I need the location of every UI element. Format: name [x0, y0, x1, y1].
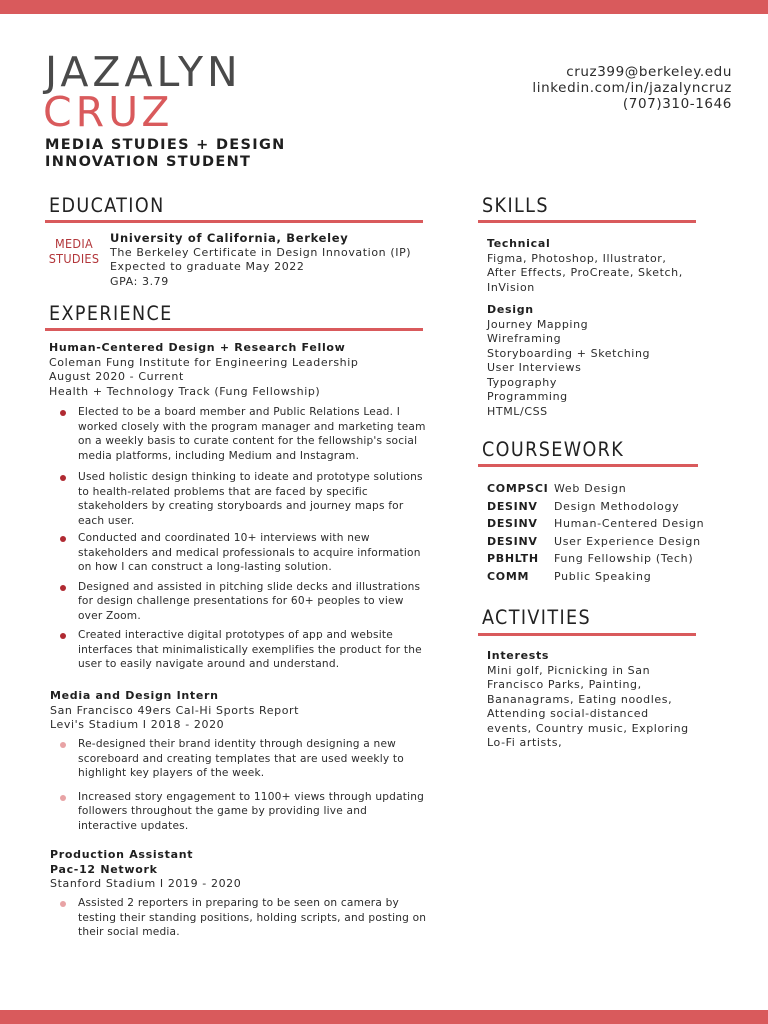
activities-title: ACTIVITIES [482, 606, 592, 629]
course-code: DESINV [487, 534, 538, 548]
course-name: User Experience Design [554, 534, 701, 548]
course-row [487, 550, 747, 568]
job-role: Production Assistant [50, 848, 194, 861]
coursework-rule [478, 464, 698, 467]
logo-line: STUDIES [48, 251, 100, 266]
media-studies-logo [46, 236, 102, 266]
course-code: DESINV [487, 517, 538, 530]
gpa: GPA: 3.79 [110, 274, 169, 288]
skills-line: InVision [487, 280, 535, 294]
education-rule [45, 220, 423, 223]
education-details [110, 231, 430, 289]
skills-technical [487, 237, 727, 295]
course-row [487, 568, 747, 586]
skills-line: Programming [487, 390, 568, 403]
interests-label: Interests [487, 649, 550, 662]
first-name: JAZALYN [45, 48, 242, 96]
skills-line: After Effects, ProCreate, Sketch, [487, 266, 683, 279]
skills-title: SKILLS [482, 194, 549, 217]
interests-line: Mini golf, Picnicking in San [487, 663, 651, 677]
course-code: COMPSCI [487, 482, 549, 495]
skills-line: Wireframing [487, 332, 562, 345]
logo-line: MEDIA [55, 236, 93, 251]
skills-line: User Interviews [487, 361, 582, 374]
skills-line: Storyboarding + Sketching [487, 346, 651, 360]
job-bullet: Assisted 2 reporters in preparing to be seen on camera by testing their standing positions, holding scripts, and posting on their social media. [50, 896, 428, 940]
course-row [487, 533, 747, 551]
job-bullets [50, 405, 428, 672]
course-row [487, 515, 747, 533]
job-bullet: Conducted and coordinated 10+ interviews with new stakeholders and medical professionals to acquire information on how I can construct a long-lasting solution. [50, 531, 428, 575]
job-role: Media and Design Intern [50, 689, 219, 702]
job-bullets [50, 896, 428, 940]
job-detail: Health + Technology Track (Fung Fellowship) [49, 384, 321, 398]
tagline-line: MEDIA STUDIES + DESIGN [45, 137, 286, 153]
experience-rule [45, 328, 423, 331]
phone-number: (707)310-1646 [622, 96, 732, 112]
job-org: San Francisco 49ers Cal-Hi Sports Report [50, 703, 300, 717]
bullet-dot [60, 536, 66, 542]
job-dates: August 2020 - Current [49, 370, 184, 383]
course-row [487, 480, 747, 498]
job-bullet: Used holistic design thinking to ideate and prototype solutions to health-related problems that are faced by specific stakeholders by creating storyboards and journey maps for each user. [50, 470, 428, 528]
job-role: Human-Centered Design + Research Fellow [49, 341, 346, 354]
bullet-dot [60, 585, 66, 591]
experience-title: EXPERIENCE [49, 302, 173, 325]
course-name: Public Speaking [554, 569, 652, 583]
skills-line: Journey Mapping [487, 317, 589, 331]
course-name: Design Methodology [554, 499, 680, 513]
bullet-dot [60, 410, 66, 416]
course-name: Fung Fellowship (Tech) [554, 552, 694, 565]
job-entry [50, 848, 435, 892]
bullet-dot [60, 742, 66, 748]
course-code: COMM [487, 569, 530, 583]
skills-line: HTML/CSS [487, 404, 548, 418]
interests-line: events, Country music, Exploring [487, 721, 689, 735]
skills-line: Typography [487, 375, 557, 389]
job-bullets [50, 737, 428, 833]
contact-info [532, 64, 732, 112]
job-entry [49, 341, 434, 399]
bullet-dot [60, 795, 66, 801]
interests-line: Lo-Fi artists, [487, 736, 563, 749]
job-dates: Stanford Stadium I 2019 - 2020 [50, 877, 242, 890]
job-bullet: Elected to be a board member and Public Relations Lead. I worked closely with the program manager and marketing team on a weekly basis to curate content for the fellowship's social media platforms, including Medium and Instagram. [50, 405, 428, 463]
interests-line: Francisco Parks, Painting, [487, 678, 642, 691]
activities-rule [478, 633, 696, 636]
certificate: The Berkeley Certificate in Design Innovation (IP) [110, 245, 412, 259]
coursework-title: COURSEWORK [482, 438, 625, 461]
interests-line: Bananagrams, Eating noodles, [487, 692, 673, 706]
job-bullet: Increased story engagement to 1100+ views through updating followers throughout the game by providing live and interactive updates. [50, 790, 428, 834]
bullet-dot [60, 475, 66, 481]
interests-line: Attending social-distanced [487, 707, 649, 720]
job-org: Coleman Fung Institute for Engineering Leadership [49, 355, 359, 369]
course-code: DESINV [487, 499, 538, 513]
tagline-line: INNOVATION STUDENT [45, 154, 252, 170]
school-name: University of California, Berkeley [110, 231, 349, 245]
activities-interests [487, 649, 737, 751]
job-bullet: Created interactive digital prototypes of app and website interfaces that minimalistically exemplifies the product for the user to easily navigate around and understand. [50, 628, 428, 672]
top-accent-band [0, 0, 768, 14]
education-title: EDUCATION [49, 194, 165, 217]
job-bullet: Designed and assisted in pitching slide decks and illustrations for design challenge presentations for 60+ peoples to view over Zoom. [50, 580, 428, 624]
tagline [45, 137, 286, 171]
graduation-date: Expected to graduate May 2022 [110, 260, 305, 273]
bottom-accent-band [0, 1010, 768, 1024]
course-name: Human-Centered Design [554, 517, 705, 530]
linkedin-link[interactable]: linkedin.com/in/jazalyncruz [532, 80, 732, 96]
skills-design-label: Design [487, 303, 534, 316]
coursework-list [487, 480, 747, 585]
skills-line: Figma, Photoshop, Illustrator, [487, 251, 667, 265]
job-org: Pac-12 Network [50, 862, 158, 876]
job-dates: Levi's Stadium I 2018 - 2020 [50, 718, 225, 731]
job-entry [50, 689, 435, 733]
last-name: CRUZ [43, 88, 174, 136]
course-row [487, 498, 747, 516]
bullet-dot [60, 633, 66, 639]
course-name: Web Design [554, 482, 627, 495]
bullet-dot [60, 901, 66, 907]
job-bullet: Re-designed their brand identity through designing a new scoreboard and creating templates that are used weekly to highlight key players of the week. [50, 737, 428, 781]
course-code: PBHLTH [487, 552, 539, 565]
skills-technical-label: Technical [487, 237, 551, 250]
skills-design [487, 303, 727, 419]
skills-rule [478, 220, 696, 223]
email-link[interactable]: cruz399@berkeley.edu [566, 64, 732, 80]
